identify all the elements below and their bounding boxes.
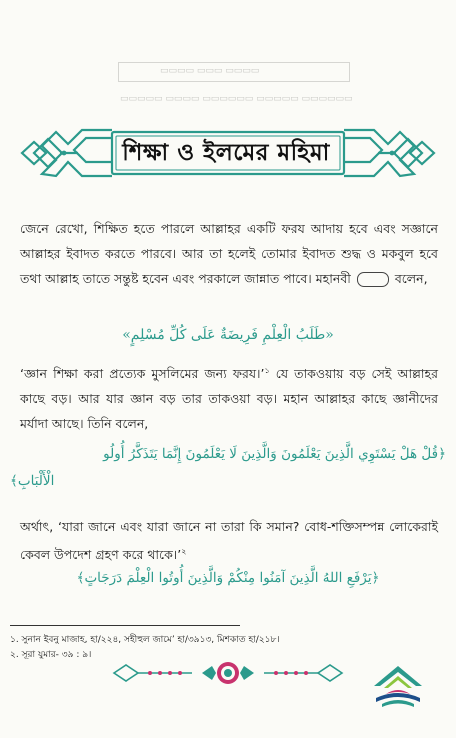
bottom-ornament <box>110 660 346 686</box>
salutation-icon <box>357 272 389 287</box>
quran-verse-line2: الْأَلْبَابِ﴾ <box>10 473 55 489</box>
paragraph-text: জেনে রেখো, শিক্ষিত হতে পারলে আল্লাহর একটি ফরয আদায় হবে এবং সজ্ঞানে আল্লাহর ইবাদত করতে পারবে। আর তা হলেই তোমার ইবাদত শুদ্ধ ও মকবুল হবে তথা আল্লাহ তাতে সন্তুষ্ট হবেন এবং পরকালে জান্নাত পাবে। মহানবী <box>20 221 438 286</box>
paragraph-text: বলেন, <box>394 271 428 286</box>
footnote-1: ১. সুনান ইবনু মাজাহ, হা/২২৪, সহীহুল জামে’ হা/৩৯১৩, মিশকাত হা/২১৮। <box>10 635 280 645</box>
publisher-logo-icon <box>372 664 424 710</box>
paragraph-text: অর্থাৎ, ‘যারা জানে এবং যারা জানে না তারা কি সমান? বোধ-শক্তিসম্পন্ন লোকেরাই কেবল উপদেশ গ্রহণ করে থাকে।’ <box>20 519 438 563</box>
footnote-marker: ২ <box>181 547 187 556</box>
footnote-marker: ১ <box>264 366 270 375</box>
quran-verse-line1: ﴿قُلْ هَلْ يَسْتَوِي الَّذِينَ يَعْلَمُونَ وَالَّذِينَ لَا يَعْلَمُونَ إِنَّمَا يَتَذَكَّرُ أُولُو <box>103 446 446 462</box>
hadith-arabic: «طَلَبُ الْعِلْمِ فَرِيضَةٌ عَلَى كُلِّ مُسْلِمٍ» <box>122 327 334 343</box>
paragraph-intro <box>20 216 438 291</box>
paragraph-translation <box>20 514 438 567</box>
footnote-2: ২. সূরা যুমার- ৩৯ : ৯। <box>10 650 92 660</box>
bleed-through-text: ▭▭▭▭▭ ▭▭▭▭ ▭▭▭▭▭▭ ▭▭▭▭▭ ▭▭▭▭▭▭ <box>120 94 353 104</box>
footnote-divider <box>10 625 240 626</box>
paragraph-text: ‘জ্ঞান শিক্ষা করা প্রত্যেক মুসলিমের জন্য ফরয।’ <box>20 366 265 382</box>
bleed-through-text: ▭▭▭▭ ▭▭▭ ▭▭▭▭ <box>160 66 260 76</box>
paragraph-taqwa <box>20 358 438 436</box>
paragraph-text: যে তাকওয়ায় বড় সেই আল্লাহর কাছে বড়। আর যার জ্ঞান বড় তার তাকওয়া বড়। মহান আল্লাহর কাছে জ্ঞানীদের মর্যাদা আছে। তিনি বলেন, <box>20 366 438 432</box>
page-title: শিক্ষা ও ইলমের মহিমা <box>122 139 330 166</box>
quran-verse-2: ﴿يَرْفَعِ اللهُ الَّذِينَ آمَنُوا مِنْكُمْ وَالَّذِينَ أُوتُوا الْعِلْمَ دَرَجَاتٍ﴾ <box>76 570 380 586</box>
